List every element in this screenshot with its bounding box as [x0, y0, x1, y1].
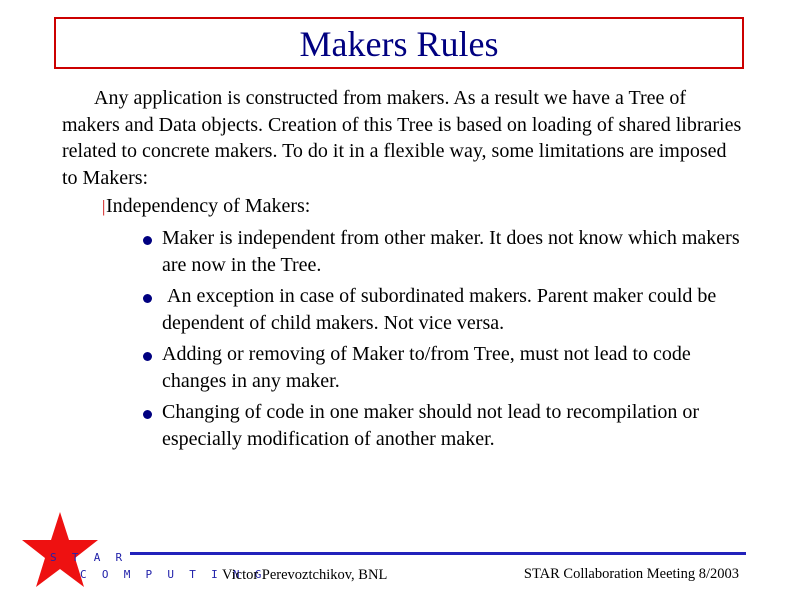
bullet-text: Changing of code in one maker should not lead to recompilation or especially modification of another maker.: [162, 401, 700, 450]
footer-divider: [130, 552, 746, 555]
list-item: [140, 283, 750, 337]
footer-meeting: STAR Collaboration Meeting 8/2003: [523, 566, 739, 582]
title-box: [54, 17, 744, 69]
sub-heading-text: Independency of Makers:: [106, 195, 311, 217]
bullet-dot-icon: [143, 294, 152, 303]
footer-author: Victor Perevoztchikov, BNL: [222, 567, 388, 583]
list-item: [140, 341, 750, 395]
sub-heading: [102, 194, 310, 219]
list-item: [140, 399, 750, 453]
red-bar-icon: |: [102, 197, 106, 216]
logo-text-star: S T A R: [50, 551, 127, 564]
bullet-dot-icon: [143, 352, 152, 361]
bullet-text: Maker is independent from other maker. It does not know which makers are now in the Tree.: [162, 227, 740, 276]
bullet-dot-icon: [143, 236, 152, 245]
slide-title: Makers Rules: [299, 24, 499, 64]
list-item: [140, 225, 750, 279]
bullet-dot-icon: [143, 410, 152, 419]
intro-paragraph: Any application is constructed from makers. As a result we have a Tree of makers and Data objects. Creation of this Tree is based on loading of shared libraries related to concrete makers. To do it in a flexible way, some limitations are imposed to Makers:: [62, 87, 742, 189]
bullet-text: Adding or removing of Maker to/from Tree, must not lead to code changes in any maker.: [162, 343, 691, 392]
bullet-list: [140, 225, 750, 457]
bullet-text: An exception in case of subordinated makers. Parent maker could be dependent of child makers. Not vice versa.: [162, 285, 717, 334]
logo-text-computing: C O M P U T I N G: [80, 568, 266, 581]
